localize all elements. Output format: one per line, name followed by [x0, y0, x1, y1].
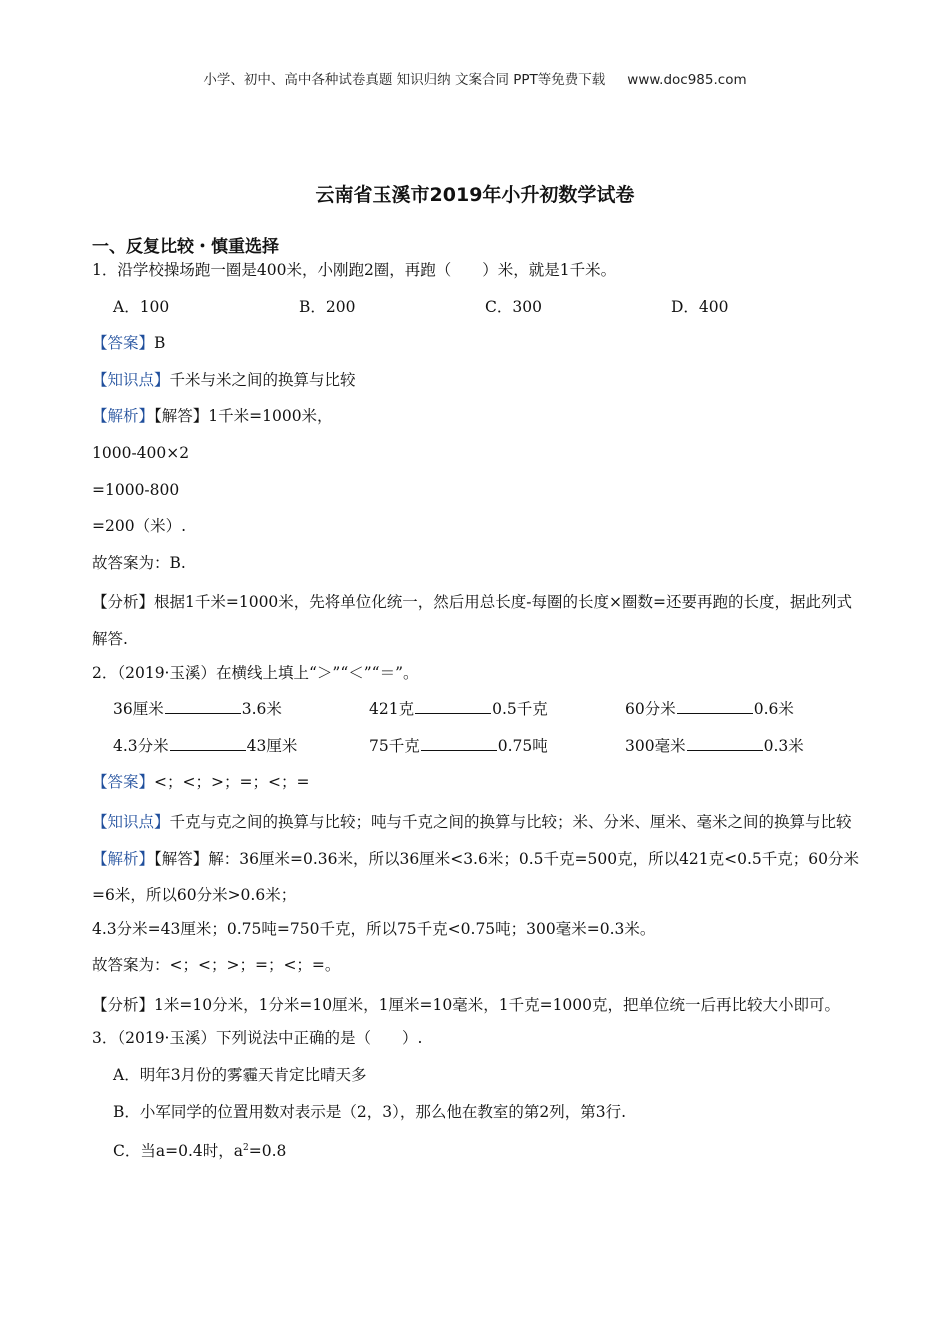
q2-conclusion: 故答案为：<；<；>；=；<；=。: [92, 956, 341, 975]
q2-item: [625, 694, 794, 731]
q2-analysis: [92, 841, 864, 914]
kp-tag: 【知识点】: [92, 812, 170, 831]
answer-tag: 【答案】: [92, 334, 155, 353]
q3-option-c-prefix: C．当a=0.4时，a: [113, 1142, 243, 1161]
q2-item-right: 0.5千克: [492, 700, 548, 719]
q2-kp-value: 千克与克之间的换算与比较；吨与千克之间的换算与比较；米、分米、厘米、毫米之间的换算与比较: [169, 812, 852, 831]
document-body: [92, 255, 864, 1170]
q2-item-right: 0.75吨: [497, 736, 548, 755]
fill-blank[interactable]: [165, 695, 241, 714]
q2-item-right: 0.6米: [753, 700, 794, 719]
fill-blank[interactable]: [677, 695, 753, 714]
q2-item-left: 4.3分米: [113, 736, 169, 755]
q1-stem: 1．沿学校操场跑一圈是400米，小刚跑2圈，再跑（ ）米，就是1千米。: [92, 261, 617, 279]
q3-option-a: A．明年3月份的雾霾天肯定比晴天多: [113, 1066, 367, 1085]
q1-kp-value: 千米与米之间的换算与比较: [169, 370, 356, 389]
q1-option-b: B．200: [299, 297, 356, 316]
fill-blank[interactable]: [421, 732, 497, 751]
q1-answer: [92, 328, 864, 365]
q2-item-right: 0.3米: [763, 736, 804, 755]
q2-analysis-text: 【解答】解：36厘米=0.36米，所以36厘米<3.6米；0.5千克=500克，所以421克<0.5千克；60分米=6米，所以60分米>0.6米；: [92, 849, 860, 905]
q2-item-right: 43厘米: [246, 736, 298, 755]
q2-item-left: 421克: [369, 700, 415, 719]
analysis-tag: 【解析】: [92, 849, 155, 868]
page-header: [0, 68, 950, 88]
q1-knowledge-point: [92, 365, 864, 402]
q1-option-a: A．100: [113, 297, 170, 316]
q2-item-left: 60分米: [625, 700, 676, 719]
q2-item: [113, 694, 369, 731]
kp-tag: 【知识点】: [92, 370, 170, 389]
q2-item: [625, 731, 804, 768]
section-title: 一、反复比较・慎重选择: [92, 237, 279, 257]
fill-blank[interactable]: [170, 732, 246, 751]
q2-answer-value: <；<；>；=；<；=: [154, 773, 310, 792]
q3-option-c: [92, 1133, 864, 1170]
q2-row-2: [92, 731, 864, 768]
q3-option-c-suffix: =0.8: [248, 1142, 287, 1161]
q3-option-c-sup: 2: [242, 1143, 249, 1154]
answer-tag: 【答案】: [92, 773, 155, 792]
q2-stem: 2．（2019·玉溪）在横线上填上“＞”“＜”“＝”。: [92, 663, 419, 682]
q2-item-right: 3.6米: [241, 700, 282, 719]
q3-stem: 3．（2019·玉溪）下列说法中正确的是（ ）.: [92, 1029, 423, 1048]
q2-fenxi: 【分析】1米=10分米，1分米=10厘米，1厘米=10毫米，1千克=1000克，把单位统一后再比较大小即可。: [92, 995, 841, 1014]
fill-blank[interactable]: [415, 695, 491, 714]
q2-item: [369, 731, 625, 768]
q1-option-c: C．300: [485, 297, 542, 316]
q3-option-b: B．小军同学的位置用数对表示是（2，3），那么他在教室的第2列，第3行.: [113, 1102, 627, 1121]
header-site[interactable]: www.doc985.com: [627, 72, 747, 88]
q1-option-d: D．400: [671, 297, 729, 316]
q1-answer-value: B: [154, 334, 166, 353]
q1-fenxi: 【分析】根据1千米=1000米，先将单位化统一，然后用总长度-每圈的长度×圈数=还要再跑的长度，据此列式解答.: [92, 593, 853, 648]
q1-analysis-text: 【解答】1千米=1000米，: [154, 407, 333, 426]
q2-item-left: 300毫米: [625, 736, 686, 755]
page-title: 云南省玉溪市2019年小升初数学试卷: [315, 184, 635, 206]
header-text: 小学、初中、高中各种试卷真题 知识归纳 文案合同 PPT等免费下载: [203, 72, 606, 88]
fill-blank[interactable]: [687, 732, 763, 751]
q2-analysis-2: 4.3分米=43厘米；0.75吨=750千克，所以75千克<0.75吨；300毫米=0.3米。: [92, 919, 656, 938]
q2-item: [369, 694, 625, 731]
q2-item-left: 75千克: [369, 736, 420, 755]
q1-analysis: [92, 401, 864, 438]
q1-conclusion: 故答案为：B.: [92, 553, 186, 572]
q1-calc-3: =200（米）.: [92, 517, 186, 536]
q1-calc-2: =1000-800: [92, 480, 180, 499]
analysis-tag: 【解析】: [92, 407, 155, 426]
q2-item: [113, 731, 369, 768]
q1-calc-1: 1000-400×2: [92, 443, 190, 462]
q2-item-left: 36厘米: [113, 700, 164, 719]
q2-knowledge-point: [92, 804, 864, 841]
q1-options: [92, 292, 864, 329]
q2-answer: [92, 767, 864, 804]
q2-row-1: [92, 694, 864, 731]
